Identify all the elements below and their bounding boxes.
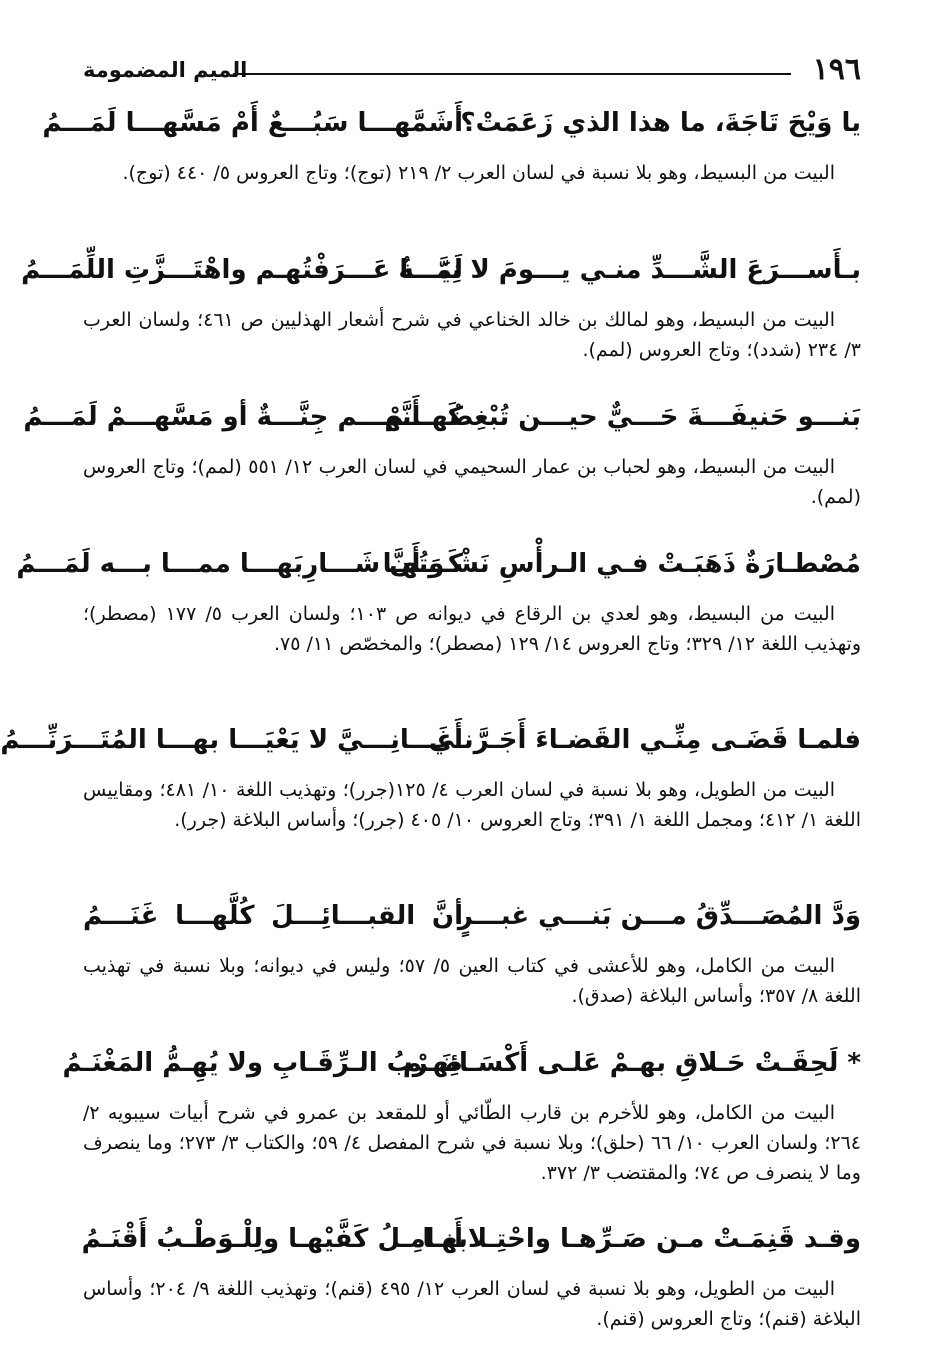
verse-commentary: البيت من البسيط، وهو لمالك بن خالد الخناعي في شرح أشعار الهذليين ص ٤٦١؛ ولسان العرب ٣/ ٢٣٤ (شدد)؛ وتاج العروس (لمم). bbox=[83, 309, 861, 361]
verse-first-hemistich: * لَحِقَـتْ حَـلاقِ بهـمْ عَلـى أَكْسَـائِهـم bbox=[402, 1048, 861, 1078]
verse-entry bbox=[23, 396, 861, 543]
verse-entries bbox=[0, 102, 862, 1365]
verse-first-hemistich: وَدَّ المُصَـــدِّقُ مـــن بَنـــي غبـــرٍ bbox=[457, 901, 861, 931]
verse-first-hemistich: بَنـــو حَنيفَـــةَ حَـــيٌّ حيـــن تُبْغِضُهـــمْ bbox=[384, 402, 861, 432]
verse-line bbox=[83, 1218, 861, 1274]
verse-commentary: البيت من البسيط، وهو لحباب بن عمار السحيمي في لسان العرب ١٢/ ٥٥١ (لمم)؛ وتاج العروس (لمم). bbox=[83, 456, 861, 508]
verse-second-hemistich: أَغَـــانِـــيَّ لا يَعْيَـــا بهـــا المُتَـــرَنِّـــمُ bbox=[0, 725, 463, 755]
verse-first-hemistich: فلمـا قَضَـى مِنِّـي القَضـاءَ أَجَـرَّنـي bbox=[428, 725, 861, 755]
verse-line bbox=[42, 102, 861, 158]
verse-second-hemistich: أَنـامِـلُ كَفَّيْهـا ولِلْـوَطْـبُ أَقْنَـمُ bbox=[81, 1224, 463, 1254]
page-number: ١٩٦ bbox=[812, 52, 861, 87]
verse-line bbox=[0, 719, 861, 775]
verse-line bbox=[16, 543, 861, 599]
verse-entry bbox=[0, 719, 861, 895]
verse-commentary: البيت من البسيط، وهو لعدي بن الرقاع في ديوانه ص ١٠٣؛ ولسان العرب ٥/ ١٧٧ (مصطر)؛ وتهذيب اللغة ١٢/ ٣٢٩؛ وتاج العروس ١٤/ ١٢٩ (مصطر)؛ والمخصّص ١١/ ٧٥. bbox=[83, 603, 861, 655]
verse-second-hemistich: أَشَمَّهـــا سَبُـــعٌ أَمْ مَسَّهـــا لَمَـــمُ bbox=[42, 108, 463, 138]
verse-line bbox=[62, 1042, 861, 1098]
verse-second-hemistich: أنَّ القبـــائِـــلَ كُلَّهـــا غَنَـــمُ bbox=[83, 901, 463, 931]
verse-second-hemistich: ضَـرْبُ الـرِّقَـابِ ولا يُهِـمُّ المَغْنَـمُ bbox=[62, 1048, 463, 1078]
verse-commentary: البيت من البسيط، وهو بلا نسبة في لسان العرب ٢/ ٢١٩ (توج)؛ وتاج العروس ٥/ ٤٤٠ (توج). bbox=[122, 162, 835, 184]
page-header bbox=[83, 50, 861, 90]
verse-entry bbox=[62, 1042, 862, 1218]
verse-commentary: البيت من الكامل، وهو للأخرم بن قارب الطّائي أو للمقعد بن عمرو في شرح أبيات سيبويه ٢/ ٢٦٤؛ ولسان العرب ١٠/ ٦٦ (حلق)؛ وبلا نسبة في شرح المفصل ٤/ ٥٩؛ والكتاب ٣/ ٢٧٣؛ وما ينصرف وما لا ينصرف ص ٧٤؛ والمقتضب ٣/ ٣٧٢. bbox=[83, 1102, 862, 1184]
verse-line bbox=[23, 396, 861, 452]
verse-commentary: البيت من الطويل، وهو بلا نسبة في لسان العرب ٤/ ١٢٥(جرر)؛ وتهذيب اللغة ١٠/ ٤٨١؛ ومقاييس اللغة ١/ ٤١٢؛ ومجمل اللغة ١/ ٣٩١؛ وتاج العروس ١٠/ ٤٠٥ (جرر)؛ وأساس البلاغة (جرر). bbox=[83, 779, 861, 831]
verse-second-hemistich: كَـــأَنَّ شَـــارِبَهـــا ممـــا بـــه لَمَـــمُ bbox=[16, 549, 463, 579]
verse-first-hemistich: مُصْطـارَةٌ ذَهَبَـتْ فـي الـرأْسِ نَشْـوَتُهـا bbox=[382, 549, 861, 579]
verse-line bbox=[21, 249, 861, 305]
verse-entry bbox=[83, 1218, 861, 1365]
verse-entry bbox=[16, 543, 861, 719]
verse-first-hemistich: بـأَســـرَعَ الشَّـــدِّ منـي يـــومَ لا نِيَـــةٌ bbox=[398, 255, 861, 285]
verse-second-hemistich: كَـــأَنَّهـــم جِنَّـــةٌ أو مَسَّهـــمْ لَمَـــمُ bbox=[23, 402, 463, 432]
verse-second-hemistich: لَمَّـــا عَـــرَفْتُهـم واهْتَـــزَّتِ اللِّمَـــمُ bbox=[21, 255, 463, 285]
verse-entry bbox=[42, 102, 861, 249]
header-rule bbox=[233, 73, 791, 75]
verse-line bbox=[83, 895, 861, 951]
verse-first-hemistich: وقـد قَنِمَـتْ مـن صَـرِّهـا واحْتِـلابهـا bbox=[422, 1224, 861, 1254]
verse-entry bbox=[83, 895, 861, 1042]
running-title: الميم المضمومة bbox=[83, 58, 248, 82]
verse-commentary: البيت من الكامل، وهو للأعشى في كتاب العين ٥/ ٥٧؛ وليس في ديوانه؛ وبلا نسبة في تهذيب اللغة ٨/ ٣٥٧؛ وأساس البلاغة (صدق). bbox=[83, 955, 861, 1007]
verse-entry bbox=[21, 249, 861, 396]
verse-commentary: البيت من الطويل، وهو بلا نسبة في لسان العرب ١٢/ ٤٩٥ (قنم)؛ وتهذيب اللغة ٩/ ٢٠٤؛ وأساس البلاغة (قنم)؛ وتاج العروس (قنم). bbox=[83, 1278, 861, 1330]
verse-first-hemistich: يا وَيْحَ تَاجَةَ، ما هذا الذي زَعَمَتْ؟ bbox=[460, 108, 861, 138]
